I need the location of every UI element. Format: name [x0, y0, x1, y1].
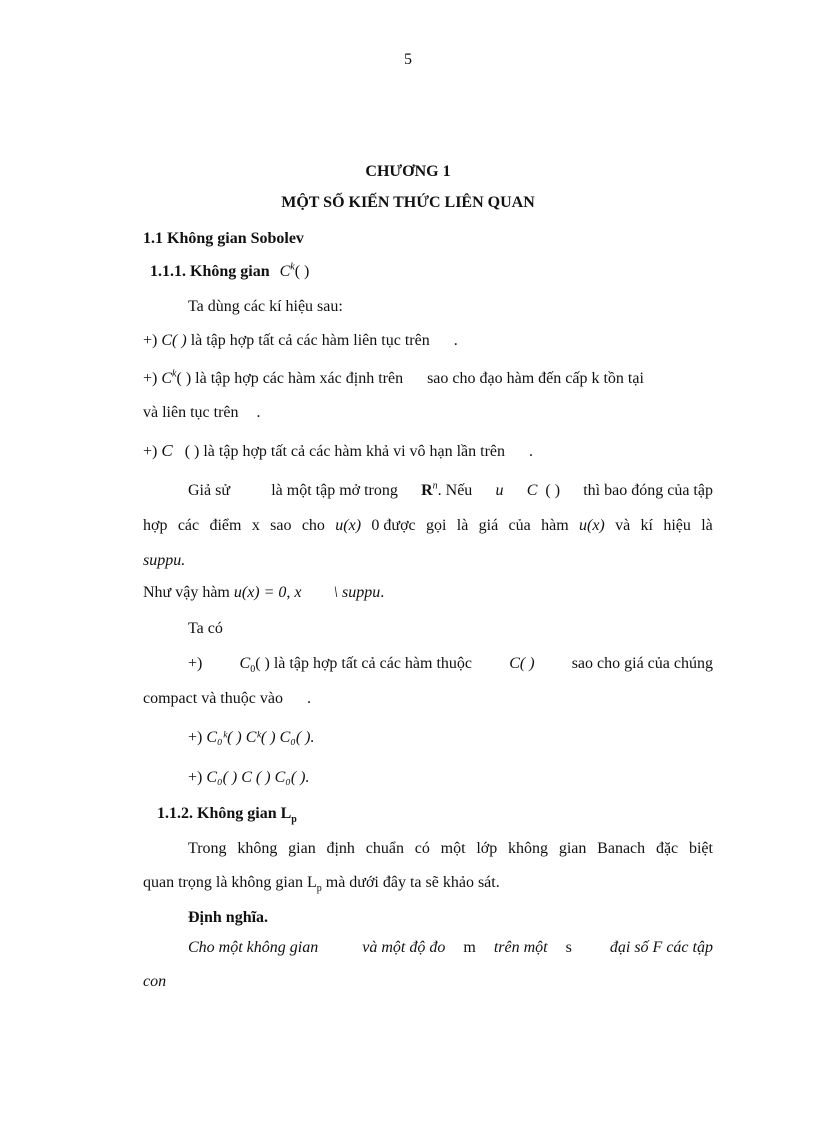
definition-text: Cho một không gian và một độ đo m trên một s đại số F các tập: [188, 939, 713, 956]
item-ck: +) $C^k$( ) là tập hợp các hàm xác định trên sao cho đạo hàm đến cấp k tồn tại: [143, 368, 644, 387]
para-omega-line2: hợp các điểm x sao cho u(x) 0 được gọi là giá của hàm u(x) và kí hiệu là: [143, 517, 713, 534]
item-inclusion-2: +) C₀( ) C ( ) C₀( ).: [188, 769, 310, 786]
para-omega: Giả sử là một tập mở trong $R^n$. Nếu u C ( ) thì bao đóng của tập: [188, 480, 713, 499]
item-c0-cont: compact và thuộc vào .: [143, 690, 311, 707]
para-supp: suppu.: [143, 552, 186, 569]
para-lp-line2: quan trọng là không gian $L_p$ mà dưới đây ta sẽ khảo sát.: [143, 874, 500, 895]
intro-text: Ta dùng các kí hiệu sau:: [188, 298, 343, 315]
chapter-subtitle: MỘT SỐ KIẾN THỨC LIÊN QUAN: [281, 194, 535, 211]
subsection-title-1: 1.1.1. Không gian $C^k$( ): [150, 261, 310, 280]
subsection-title-2: 1.1.2. Không gian $L_p$: [157, 805, 297, 826]
chapter-title: CHƯƠNG 1: [365, 163, 451, 180]
section-title: 1.1 Không gian Sobolev: [143, 230, 304, 247]
para-supp-zero: Như vậy hàm u(x) = 0, x \ suppu.: [143, 584, 385, 601]
item-inclusion-1: +) C₀ᵏ( ) Cᵏ( ) C₀( ).: [188, 729, 315, 746]
ta-co: Ta có: [188, 620, 223, 637]
page-number: 5: [404, 51, 412, 68]
definition-text-cont: con: [143, 973, 167, 990]
item-cinf: +) C ( ) là tập hợp tất cả các hàm khả vi vô hạn lần trên .: [143, 441, 534, 460]
item-continuous: +) C( ) là tập hợp tất cả các hàm liên tục trên .: [143, 332, 458, 349]
item-c0: +) $C_0$( ) là tập hợp tất cả các hàm thuộc C( ) sao cho giá của chúng: [188, 655, 713, 676]
para-lp: Trong không gian định chuẩn có một lớp không gian Banach đặc biệt: [188, 840, 713, 857]
definition-title: Định nghĩa.: [188, 909, 269, 926]
item-ck-cont: và liên tục trên .: [143, 404, 261, 421]
